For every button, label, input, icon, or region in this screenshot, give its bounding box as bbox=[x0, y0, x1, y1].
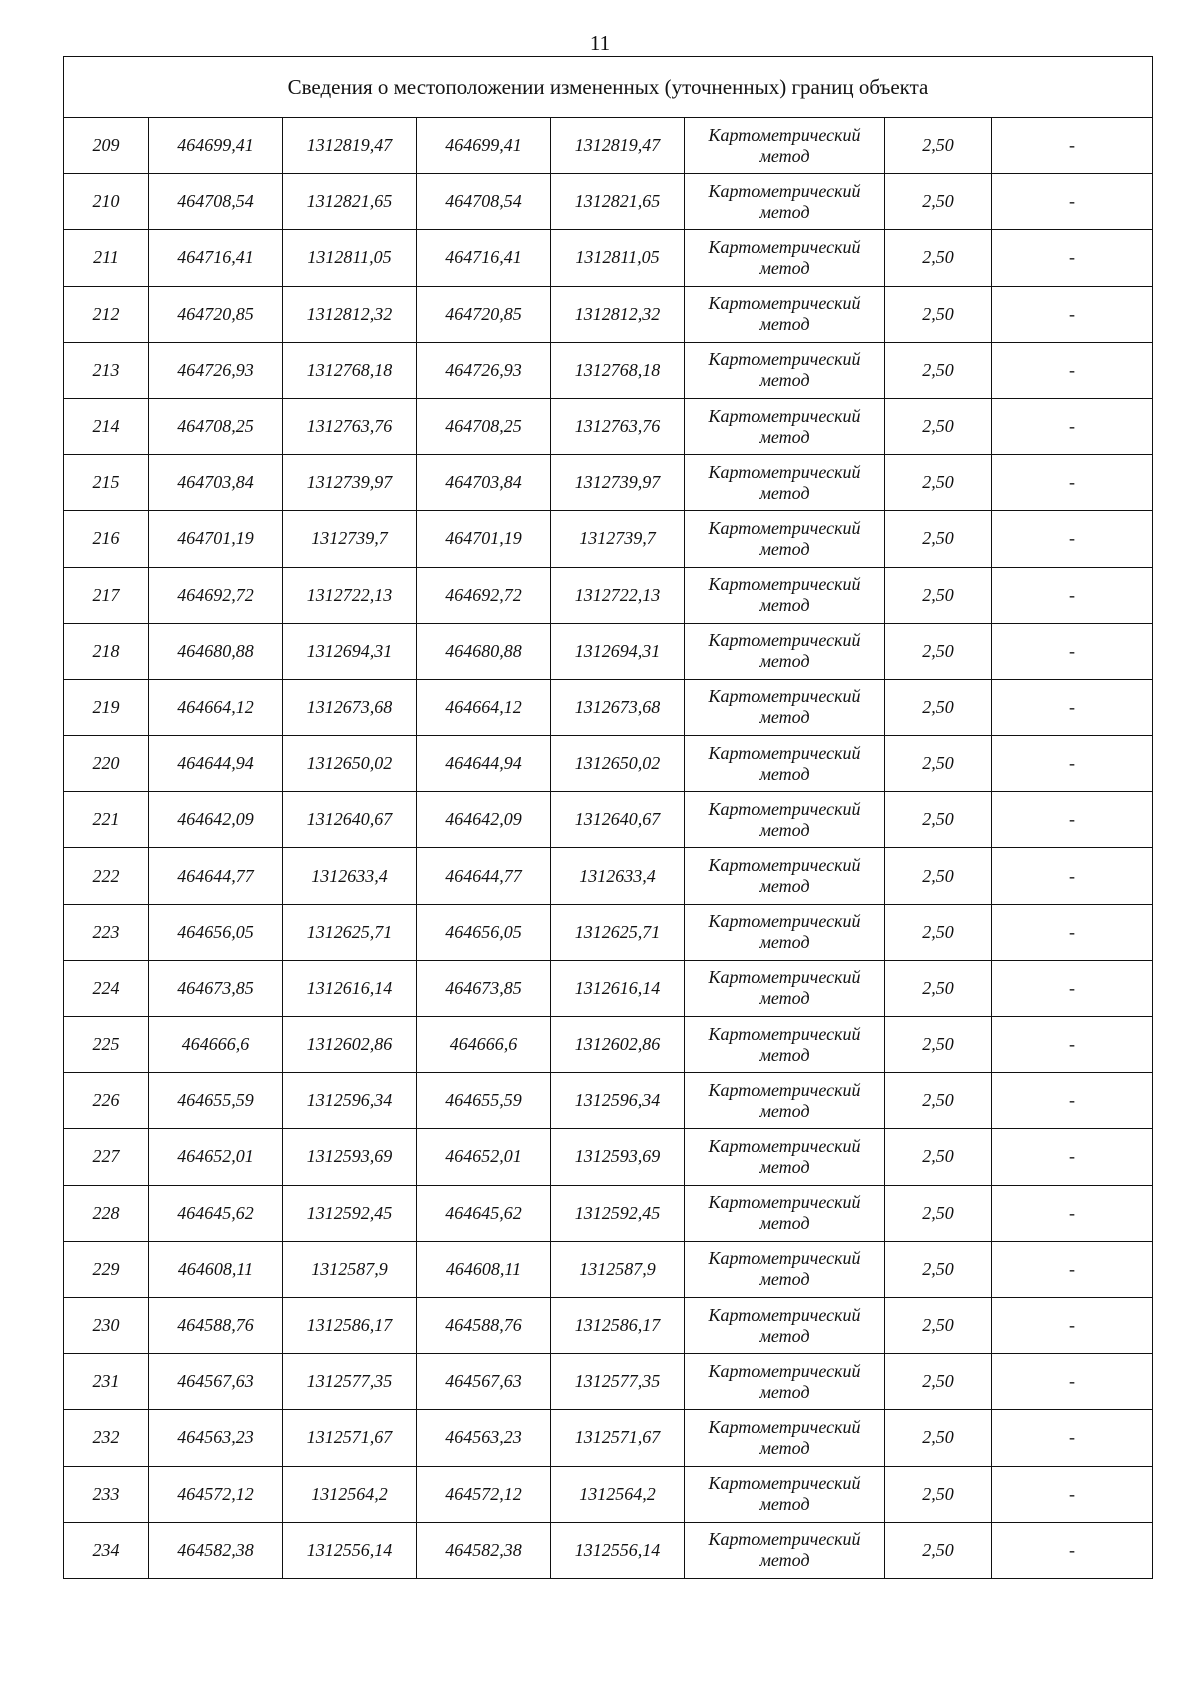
y-new-cell: 1312571,67 bbox=[551, 1410, 685, 1466]
method-text: Картометрический bbox=[708, 236, 861, 257]
table-row bbox=[64, 623, 1153, 679]
method-cell bbox=[685, 1466, 885, 1522]
x-existing-cell: 464572,12 bbox=[149, 1466, 283, 1522]
point-number-cell: 219 bbox=[64, 679, 149, 735]
x-new-cell: 464608,11 bbox=[417, 1241, 551, 1297]
point-number-cell: 209 bbox=[64, 118, 149, 174]
x-new-cell: 464673,85 bbox=[417, 960, 551, 1016]
note-cell: - bbox=[992, 848, 1153, 904]
method-cell bbox=[685, 736, 885, 792]
x-existing-cell: 464701,19 bbox=[149, 511, 283, 567]
method-cell bbox=[685, 1410, 885, 1466]
method-text: метод bbox=[759, 257, 810, 278]
y-existing-cell: 1312625,71 bbox=[283, 904, 417, 960]
method-cell bbox=[685, 848, 885, 904]
x-existing-cell: 464680,88 bbox=[149, 623, 283, 679]
table-row bbox=[64, 398, 1153, 454]
y-new-cell: 1312596,34 bbox=[551, 1073, 685, 1129]
y-new-cell: 1312812,32 bbox=[551, 286, 685, 342]
accuracy-cell: 2,50 bbox=[885, 118, 992, 174]
y-new-cell: 1312722,13 bbox=[551, 567, 685, 623]
y-new-cell: 1312556,14 bbox=[551, 1522, 685, 1578]
point-number-cell: 222 bbox=[64, 848, 149, 904]
y-existing-cell: 1312722,13 bbox=[283, 567, 417, 623]
method-text: Картометрический bbox=[708, 1192, 861, 1213]
method-text: Картометрический bbox=[708, 405, 861, 426]
method-text: Картометрический bbox=[708, 1304, 861, 1325]
method-text: метод bbox=[759, 1381, 810, 1402]
y-new-cell: 1312739,7 bbox=[551, 511, 685, 567]
point-number-cell: 223 bbox=[64, 904, 149, 960]
x-new-cell: 464645,62 bbox=[417, 1185, 551, 1241]
note-cell: - bbox=[992, 1354, 1153, 1410]
x-existing-cell: 464655,59 bbox=[149, 1073, 283, 1129]
method-cell bbox=[685, 342, 885, 398]
table-title: Сведения о местоположении измененных (уточненных) границ объекта bbox=[64, 57, 1153, 118]
y-existing-cell: 1312819,47 bbox=[283, 118, 417, 174]
accuracy-cell: 2,50 bbox=[885, 623, 992, 679]
note-cell: - bbox=[992, 1522, 1153, 1578]
note-cell: - bbox=[992, 511, 1153, 567]
point-number-cell: 226 bbox=[64, 1073, 149, 1129]
point-number-cell: 220 bbox=[64, 736, 149, 792]
y-existing-cell: 1312587,9 bbox=[283, 1241, 417, 1297]
x-new-cell: 464656,05 bbox=[417, 904, 551, 960]
method-text: Картометрический bbox=[708, 630, 861, 651]
method-text: метод bbox=[759, 1100, 810, 1121]
method-text: метод bbox=[759, 1044, 810, 1065]
method-cell bbox=[685, 1241, 885, 1297]
table-row bbox=[64, 455, 1153, 511]
method-cell bbox=[685, 1017, 885, 1073]
method-cell bbox=[685, 511, 885, 567]
note-cell: - bbox=[992, 1017, 1153, 1073]
y-new-cell: 1312586,17 bbox=[551, 1297, 685, 1353]
point-number-cell: 232 bbox=[64, 1410, 149, 1466]
y-new-cell: 1312577,35 bbox=[551, 1354, 685, 1410]
y-new-cell: 1312592,45 bbox=[551, 1185, 685, 1241]
point-number-cell: 218 bbox=[64, 623, 149, 679]
table-row bbox=[64, 792, 1153, 848]
note-cell: - bbox=[992, 286, 1153, 342]
note-cell: - bbox=[992, 904, 1153, 960]
table-row bbox=[64, 342, 1153, 398]
x-new-cell: 464692,72 bbox=[417, 567, 551, 623]
method-text: метод bbox=[759, 1213, 810, 1234]
table-row bbox=[64, 286, 1153, 342]
note-cell: - bbox=[992, 736, 1153, 792]
method-text: Картометрический bbox=[708, 293, 861, 314]
y-existing-cell: 1312694,31 bbox=[283, 623, 417, 679]
x-existing-cell: 464645,62 bbox=[149, 1185, 283, 1241]
method-cell bbox=[685, 567, 885, 623]
method-text: метод bbox=[759, 1269, 810, 1290]
y-existing-cell: 1312592,45 bbox=[283, 1185, 417, 1241]
table-row bbox=[64, 848, 1153, 904]
note-cell: - bbox=[992, 792, 1153, 848]
x-existing-cell: 464608,11 bbox=[149, 1241, 283, 1297]
note-cell: - bbox=[992, 455, 1153, 511]
method-cell bbox=[685, 1522, 885, 1578]
table-row bbox=[64, 736, 1153, 792]
method-text: метод bbox=[759, 314, 810, 335]
y-existing-cell: 1312602,86 bbox=[283, 1017, 417, 1073]
y-existing-cell: 1312640,67 bbox=[283, 792, 417, 848]
y-new-cell: 1312625,71 bbox=[551, 904, 685, 960]
table-row bbox=[64, 1185, 1153, 1241]
x-new-cell: 464720,85 bbox=[417, 286, 551, 342]
y-existing-cell: 1312768,18 bbox=[283, 342, 417, 398]
note-cell: - bbox=[992, 679, 1153, 735]
x-new-cell: 464563,23 bbox=[417, 1410, 551, 1466]
method-text: Картометрический bbox=[708, 180, 861, 201]
accuracy-cell: 2,50 bbox=[885, 567, 992, 623]
table-row bbox=[64, 1466, 1153, 1522]
y-existing-cell: 1312821,65 bbox=[283, 174, 417, 230]
accuracy-cell: 2,50 bbox=[885, 1017, 992, 1073]
x-new-cell: 464655,59 bbox=[417, 1073, 551, 1129]
method-text: Картометрический bbox=[708, 349, 861, 370]
y-new-cell: 1312768,18 bbox=[551, 342, 685, 398]
y-existing-cell: 1312571,67 bbox=[283, 1410, 417, 1466]
y-new-cell: 1312633,4 bbox=[551, 848, 685, 904]
accuracy-cell: 2,50 bbox=[885, 1354, 992, 1410]
method-text: метод bbox=[759, 763, 810, 784]
x-new-cell: 464666,6 bbox=[417, 1017, 551, 1073]
y-existing-cell: 1312673,68 bbox=[283, 679, 417, 735]
x-existing-cell: 464644,94 bbox=[149, 736, 283, 792]
table-row bbox=[64, 567, 1153, 623]
x-new-cell: 464664,12 bbox=[417, 679, 551, 735]
table-row bbox=[64, 904, 1153, 960]
x-new-cell: 464708,25 bbox=[417, 398, 551, 454]
note-cell: - bbox=[992, 1466, 1153, 1522]
note-cell: - bbox=[992, 1297, 1153, 1353]
method-text: метод bbox=[759, 707, 810, 728]
point-number-cell: 228 bbox=[64, 1185, 149, 1241]
x-new-cell: 464642,09 bbox=[417, 792, 551, 848]
x-existing-cell: 464656,05 bbox=[149, 904, 283, 960]
x-existing-cell: 464588,76 bbox=[149, 1297, 283, 1353]
accuracy-cell: 2,50 bbox=[885, 904, 992, 960]
y-existing-cell: 1312556,14 bbox=[283, 1522, 417, 1578]
table-body bbox=[64, 118, 1153, 1579]
method-text: Картометрический bbox=[708, 855, 861, 876]
accuracy-cell: 2,50 bbox=[885, 848, 992, 904]
method-text: Картометрический bbox=[708, 911, 861, 932]
method-text: Картометрический bbox=[708, 1416, 861, 1437]
accuracy-cell: 2,50 bbox=[885, 1297, 992, 1353]
point-number-cell: 229 bbox=[64, 1241, 149, 1297]
note-cell: - bbox=[992, 342, 1153, 398]
table-row bbox=[64, 230, 1153, 286]
accuracy-cell: 2,50 bbox=[885, 1073, 992, 1129]
method-text: Картометрический bbox=[708, 967, 861, 988]
method-text: метод bbox=[759, 538, 810, 559]
method-text: метод bbox=[759, 651, 810, 672]
accuracy-cell: 2,50 bbox=[885, 1410, 992, 1466]
point-number-cell: 212 bbox=[64, 286, 149, 342]
y-new-cell: 1312593,69 bbox=[551, 1129, 685, 1185]
method-cell bbox=[685, 623, 885, 679]
y-new-cell: 1312602,86 bbox=[551, 1017, 685, 1073]
y-existing-cell: 1312812,32 bbox=[283, 286, 417, 342]
note-cell: - bbox=[992, 1185, 1153, 1241]
method-cell bbox=[685, 1297, 885, 1353]
accuracy-cell: 2,50 bbox=[885, 960, 992, 1016]
method-cell bbox=[685, 679, 885, 735]
y-new-cell: 1312739,97 bbox=[551, 455, 685, 511]
x-existing-cell: 464699,41 bbox=[149, 118, 283, 174]
method-cell bbox=[685, 904, 885, 960]
method-text: метод bbox=[759, 1437, 810, 1458]
table-row bbox=[64, 1241, 1153, 1297]
method-text: Картометрический bbox=[708, 1135, 861, 1156]
point-number-cell: 215 bbox=[64, 455, 149, 511]
accuracy-cell: 2,50 bbox=[885, 1522, 992, 1578]
x-existing-cell: 464716,41 bbox=[149, 230, 283, 286]
note-cell: - bbox=[992, 118, 1153, 174]
x-new-cell: 464644,77 bbox=[417, 848, 551, 904]
table-row bbox=[64, 1354, 1153, 1410]
accuracy-cell: 2,50 bbox=[885, 455, 992, 511]
method-cell bbox=[685, 1354, 885, 1410]
point-number-cell: 224 bbox=[64, 960, 149, 1016]
x-existing-cell: 464644,77 bbox=[149, 848, 283, 904]
boundary-coordinates-table bbox=[63, 56, 1153, 1579]
method-text: метод bbox=[759, 482, 810, 503]
method-text: Картометрический bbox=[708, 574, 861, 595]
x-new-cell: 464703,84 bbox=[417, 455, 551, 511]
accuracy-cell: 2,50 bbox=[885, 1466, 992, 1522]
method-text: метод bbox=[759, 988, 810, 1009]
y-existing-cell: 1312577,35 bbox=[283, 1354, 417, 1410]
method-cell bbox=[685, 1073, 885, 1129]
method-text: Картометрический bbox=[708, 1473, 861, 1494]
method-text: Картометрический bbox=[708, 1023, 861, 1044]
method-text: метод bbox=[759, 1494, 810, 1515]
method-cell bbox=[685, 286, 885, 342]
note-cell: - bbox=[992, 1410, 1153, 1466]
table-row bbox=[64, 679, 1153, 735]
note-cell: - bbox=[992, 230, 1153, 286]
x-new-cell: 464582,38 bbox=[417, 1522, 551, 1578]
x-new-cell: 464567,63 bbox=[417, 1354, 551, 1410]
point-number-cell: 227 bbox=[64, 1129, 149, 1185]
point-number-cell: 221 bbox=[64, 792, 149, 848]
table-row bbox=[64, 1522, 1153, 1578]
note-cell: - bbox=[992, 398, 1153, 454]
x-existing-cell: 464703,84 bbox=[149, 455, 283, 511]
y-new-cell: 1312763,76 bbox=[551, 398, 685, 454]
x-existing-cell: 464567,63 bbox=[149, 1354, 283, 1410]
method-cell bbox=[685, 230, 885, 286]
x-existing-cell: 464720,85 bbox=[149, 286, 283, 342]
note-cell: - bbox=[992, 174, 1153, 230]
method-cell bbox=[685, 960, 885, 1016]
y-existing-cell: 1312739,7 bbox=[283, 511, 417, 567]
method-text: метод bbox=[759, 426, 810, 447]
y-new-cell: 1312587,9 bbox=[551, 1241, 685, 1297]
table-row bbox=[64, 1297, 1153, 1353]
x-new-cell: 464572,12 bbox=[417, 1466, 551, 1522]
y-existing-cell: 1312564,2 bbox=[283, 1466, 417, 1522]
point-number-cell: 231 bbox=[64, 1354, 149, 1410]
y-existing-cell: 1312739,97 bbox=[283, 455, 417, 511]
table-row bbox=[64, 1129, 1153, 1185]
note-cell: - bbox=[992, 1073, 1153, 1129]
x-existing-cell: 464726,93 bbox=[149, 342, 283, 398]
point-number-cell: 225 bbox=[64, 1017, 149, 1073]
y-new-cell: 1312673,68 bbox=[551, 679, 685, 735]
y-existing-cell: 1312586,17 bbox=[283, 1297, 417, 1353]
y-new-cell: 1312694,31 bbox=[551, 623, 685, 679]
method-cell bbox=[685, 1185, 885, 1241]
method-text: Картометрический bbox=[708, 461, 861, 482]
y-new-cell: 1312821,65 bbox=[551, 174, 685, 230]
method-text: метод bbox=[759, 932, 810, 953]
y-new-cell: 1312819,47 bbox=[551, 118, 685, 174]
method-text: Картометрический bbox=[708, 742, 861, 763]
method-text: метод bbox=[759, 370, 810, 391]
point-number-cell: 210 bbox=[64, 174, 149, 230]
table-row bbox=[64, 960, 1153, 1016]
accuracy-cell: 2,50 bbox=[885, 792, 992, 848]
x-new-cell: 464680,88 bbox=[417, 623, 551, 679]
method-cell bbox=[685, 1129, 885, 1185]
x-new-cell: 464588,76 bbox=[417, 1297, 551, 1353]
point-number-cell: 211 bbox=[64, 230, 149, 286]
point-number-cell: 234 bbox=[64, 1522, 149, 1578]
method-text: метод bbox=[759, 595, 810, 616]
table-row bbox=[64, 511, 1153, 567]
x-existing-cell: 464673,85 bbox=[149, 960, 283, 1016]
accuracy-cell: 2,50 bbox=[885, 736, 992, 792]
table-row bbox=[64, 174, 1153, 230]
method-text: метод bbox=[759, 819, 810, 840]
method-cell bbox=[685, 174, 885, 230]
method-text: Картометрический bbox=[708, 517, 861, 538]
accuracy-cell: 2,50 bbox=[885, 398, 992, 454]
y-existing-cell: 1312616,14 bbox=[283, 960, 417, 1016]
table-row bbox=[64, 1017, 1153, 1073]
method-text: Картометрический bbox=[708, 686, 861, 707]
method-text: метод bbox=[759, 145, 810, 166]
point-number-cell: 214 bbox=[64, 398, 149, 454]
y-existing-cell: 1312763,76 bbox=[283, 398, 417, 454]
y-existing-cell: 1312650,02 bbox=[283, 736, 417, 792]
x-existing-cell: 464652,01 bbox=[149, 1129, 283, 1185]
x-existing-cell: 464582,38 bbox=[149, 1522, 283, 1578]
x-new-cell: 464701,19 bbox=[417, 511, 551, 567]
x-existing-cell: 464563,23 bbox=[149, 1410, 283, 1466]
note-cell: - bbox=[992, 1241, 1153, 1297]
method-text: Картометрический bbox=[708, 1529, 861, 1550]
x-new-cell: 464708,54 bbox=[417, 174, 551, 230]
method-text: метод bbox=[759, 1550, 810, 1571]
y-existing-cell: 1312633,4 bbox=[283, 848, 417, 904]
method-text: метод bbox=[759, 1156, 810, 1177]
accuracy-cell: 2,50 bbox=[885, 286, 992, 342]
method-text: метод bbox=[759, 876, 810, 897]
table-row bbox=[64, 1410, 1153, 1466]
x-new-cell: 464699,41 bbox=[417, 118, 551, 174]
method-text: Картометрический bbox=[708, 1079, 861, 1100]
method-text: Картометрический bbox=[708, 124, 861, 145]
method-cell bbox=[685, 118, 885, 174]
method-cell bbox=[685, 792, 885, 848]
point-number-cell: 216 bbox=[64, 511, 149, 567]
y-existing-cell: 1312811,05 bbox=[283, 230, 417, 286]
method-text: метод bbox=[759, 1325, 810, 1346]
method-cell bbox=[685, 455, 885, 511]
y-new-cell: 1312616,14 bbox=[551, 960, 685, 1016]
method-text: Картометрический bbox=[708, 798, 861, 819]
accuracy-cell: 2,50 bbox=[885, 1129, 992, 1185]
y-new-cell: 1312564,2 bbox=[551, 1466, 685, 1522]
table-row bbox=[64, 118, 1153, 174]
accuracy-cell: 2,50 bbox=[885, 511, 992, 567]
accuracy-cell: 2,50 bbox=[885, 174, 992, 230]
x-existing-cell: 464708,54 bbox=[149, 174, 283, 230]
page-number: 11 bbox=[589, 31, 611, 55]
y-new-cell: 1312811,05 bbox=[551, 230, 685, 286]
accuracy-cell: 2,50 bbox=[885, 1185, 992, 1241]
note-cell: - bbox=[992, 567, 1153, 623]
note-cell: - bbox=[992, 960, 1153, 1016]
x-existing-cell: 464666,6 bbox=[149, 1017, 283, 1073]
point-number-cell: 233 bbox=[64, 1466, 149, 1522]
method-text: Картометрический bbox=[708, 1248, 861, 1269]
y-new-cell: 1312650,02 bbox=[551, 736, 685, 792]
method-text: метод bbox=[759, 201, 810, 222]
point-number-cell: 230 bbox=[64, 1297, 149, 1353]
accuracy-cell: 2,50 bbox=[885, 342, 992, 398]
x-new-cell: 464652,01 bbox=[417, 1129, 551, 1185]
x-existing-cell: 464708,25 bbox=[149, 398, 283, 454]
table-row bbox=[64, 1073, 1153, 1129]
y-existing-cell: 1312593,69 bbox=[283, 1129, 417, 1185]
note-cell: - bbox=[992, 623, 1153, 679]
y-existing-cell: 1312596,34 bbox=[283, 1073, 417, 1129]
method-text: Картометрический bbox=[708, 1360, 861, 1381]
x-new-cell: 464716,41 bbox=[417, 230, 551, 286]
accuracy-cell: 2,50 bbox=[885, 1241, 992, 1297]
accuracy-cell: 2,50 bbox=[885, 230, 992, 286]
x-new-cell: 464726,93 bbox=[417, 342, 551, 398]
x-existing-cell: 464664,12 bbox=[149, 679, 283, 735]
y-new-cell: 1312640,67 bbox=[551, 792, 685, 848]
accuracy-cell: 2,50 bbox=[885, 679, 992, 735]
point-number-cell: 217 bbox=[64, 567, 149, 623]
x-existing-cell: 464692,72 bbox=[149, 567, 283, 623]
point-number-cell: 213 bbox=[64, 342, 149, 398]
note-cell: - bbox=[992, 1129, 1153, 1185]
x-new-cell: 464644,94 bbox=[417, 736, 551, 792]
method-cell bbox=[685, 398, 885, 454]
x-existing-cell: 464642,09 bbox=[149, 792, 283, 848]
